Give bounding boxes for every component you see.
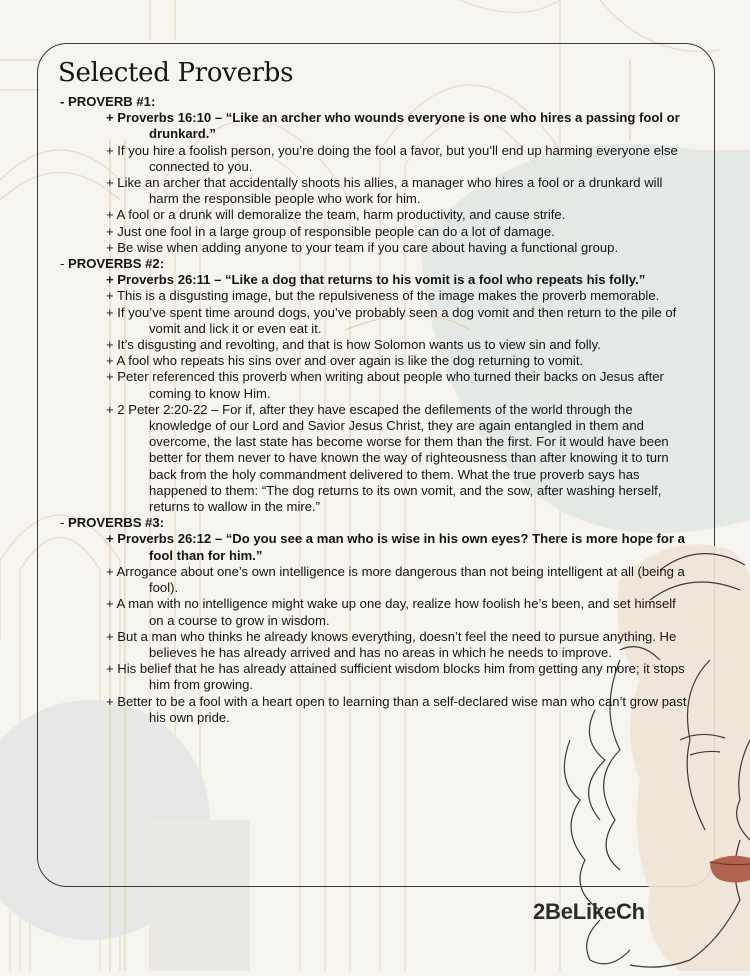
section-heading-label: PROVERBS #2: bbox=[68, 256, 165, 272]
page-title: Selected Proverbs bbox=[58, 58, 294, 88]
list-item: + It’s disgusting and revolting, and that is how Solomon wants us to view sin and folly. bbox=[106, 337, 601, 353]
list-item: + Arrogance about one’s own intelligence is more dangerous than not being intelligent at all (being a fool). bbox=[106, 563, 685, 596]
list-item: + A fool or a drunk will demoralize the team, harm productivity, and cause strife. bbox=[106, 207, 566, 223]
section-heading-label: PROVERBS #3: bbox=[68, 515, 165, 531]
list-item: + Like an archer that accidentally shoots his allies, a manager who hires a fool or a drunkard will harm the responsible people who work for him. bbox=[106, 175, 663, 207]
list-item: + A fool who repeats his sins over and over again is like the dog returning to vomit. bbox=[106, 353, 584, 369]
list-item: + Be wise when adding anyone to your team if you care about having a functional group. bbox=[106, 239, 619, 255]
list-item-verse: + Proverbs 26:11 – “Like a dog that returns to his vomit is a fool who repeats his folly.” bbox=[106, 272, 646, 288]
list-item: + But a man who thinks he already knows everything, doesn’t feel the need to pursue anything. He believes he has already arrived and has no areas in which he needs to improve. bbox=[106, 628, 677, 660]
section-heading-dash: - bbox=[60, 256, 68, 272]
list-item: + His belief that he has already attained sufficient wisdom blocks him from getting any more; it stops him from growing. bbox=[106, 661, 685, 693]
section-heading-proverbs-2 bbox=[58, 256, 693, 272]
list-item: + Better to be a fool with a heart open to learning than a self-declared wise man who can’t grow past his own pride. bbox=[106, 693, 687, 725]
section-heading-dash: - bbox=[60, 515, 68, 531]
list-item: + If you’ve spent time around dogs, you’ve probably seen a dog vomit and then return to the pile of vomit and lick it or even eat it. bbox=[106, 304, 677, 336]
list-item-verse: + Proverbs 16:10 – “Like an archer who wounds everyone is one who hires a passing fool or drunkard.” bbox=[106, 110, 680, 142]
list-item: + If you hire a foolish person, you’re doing the fool a favor, but you’ll end up harming everyone else connected to you. bbox=[106, 142, 678, 174]
list-item: + Just one fool in a large group of responsible people can do a lot of damage. bbox=[106, 223, 555, 239]
list-item: + Peter referenced this proverb when writing about people who turned their backs on Jesus after coming to know Him. bbox=[106, 369, 664, 401]
list-item: + This is a disgusting image, but the repulsiveness of the image makes the proverb memorable. bbox=[106, 288, 660, 304]
section-heading-proverb-1: - PROVERB #1: bbox=[60, 94, 156, 109]
brand-logo-text: 2BeLikeCh bbox=[533, 899, 645, 924]
document-body bbox=[58, 58, 693, 726]
list-item-verse: + Proverbs 26:12 – “Do you see a man who is wise in his own eyes? There is more hope for a fool than for him.” bbox=[106, 531, 685, 563]
list-item: + A man with no intelligence might wake up one day, realize how foolish he’s been, and set himself on a course to grow in wisdom. bbox=[106, 596, 676, 628]
list-item-scripture-quote: + 2 Peter 2:20-22 – For if, after they have escaped the defilements of the world through the knowledge of our Lord and Savior Jesus Christ, they are again entangled in them and overcome, the last state has become worse for them than the first. For it would have been better for them never to have known the way of righteousness than after knowing it to turn back from the holy commandment delivered to them. What the true proverb says has happened to them: “The dog returns to its own vomit, and the sow, after washing herself, returns to wallow in the mire.” bbox=[106, 401, 669, 515]
section-heading-proverbs-3 bbox=[58, 515, 693, 531]
